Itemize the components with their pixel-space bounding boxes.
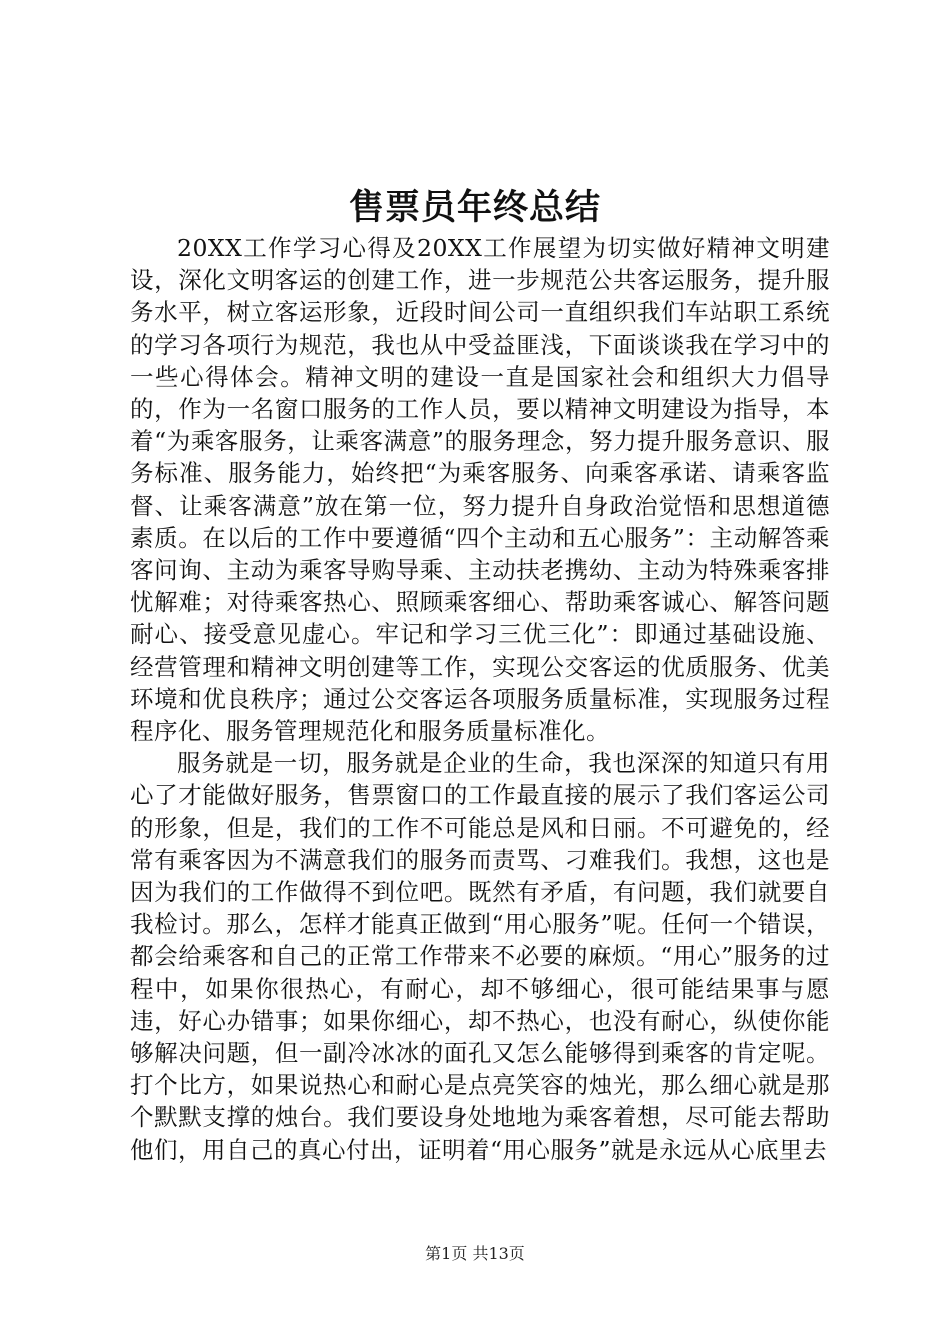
paragraph-1: 20XX工作学习心得及20XX工作展望为切实做好精神文明建设，深化文明客运的创建工作，进一步规范公共客运服务，提升服务水平，树立客运形象，近段时间公司一直组织我们车站职工系统的学习各项行为规范，我也从中受益匪浅，下面谈谈我在学习中的一些心得体会。精神文明的建设一直是国家社会和组织大力倡导的，作为一名窗口服务的工作人员，要以精神文明建设为指导，本着“为乘客服务，让乘客满意”的服务理念，努力提升服务意识、服务标准、服务能力，始终把“为乘客服务、向乘客承诺、请乘客监督、让乘客满意”放在第一位，努力提升自身政治觉悟和思想道德素质。在以后的工作中要遵循“四个主动和五心服务”：主动解答乘客问询、主动为乘客导购导乘、主动扶老携幼、主动为特殊乘客排忧解难；对待乘客热心、照顾乘客细心、帮助乘客诚心、解答问题耐心、接受意见虚心。牢记和学习三优三化”：即通过基础设施、经营管理和精神文明创建等工作，实现公交客运的优质服务、优美环境和优良秩序；通过公交客运各项服务质量标准，实现服务过程程序化、服务管理规范化和服务质量标准化。 [130, 234, 830, 746]
document-title: 售票员年终总结 [348, 187, 601, 228]
page-number-footer: 第1页 共13页 [425, 1244, 525, 1263]
paragraph-2: 服务就是一切，服务就是企业的生命，我也深深的知道只有用心了才能做好服务，售票窗口的工作最直接的展示了我们客运公司的形象，但是，我们的工作不可能总是风和日丽。不可避免的，经常有乘客因为不满意我们的服务而责骂、刁难我们。我想，这也是因为我们的工作做得不到位吧。既然有矛盾，有问题，我们就要自我检讨。那么，怎样才能真正做到“用心服务”呢。任何一个错误，都会给乘客和自己的正常工作带来不必要的麻烦。“用心”服务的过程中，如果你很热心，有耐心，却不够细心，很可能结果事与愿违，好心办错事；如果你细心，却不热心，也没有耐心，纵使你能够解决问题，但一副冷冰冰的面孔又怎么能够得到乘客的肯定呢。打个比方，如果说热心和耐心是点亮笑容的烛光，那么细心就是那个默默支撑的烛台。我们要设身处地地为乘客着想，尽可能去帮助他们，用自己的真心付出，证明着“用心服务”就是永远从心底里去 [130, 749, 830, 1164]
document-body [130, 232, 830, 1166]
